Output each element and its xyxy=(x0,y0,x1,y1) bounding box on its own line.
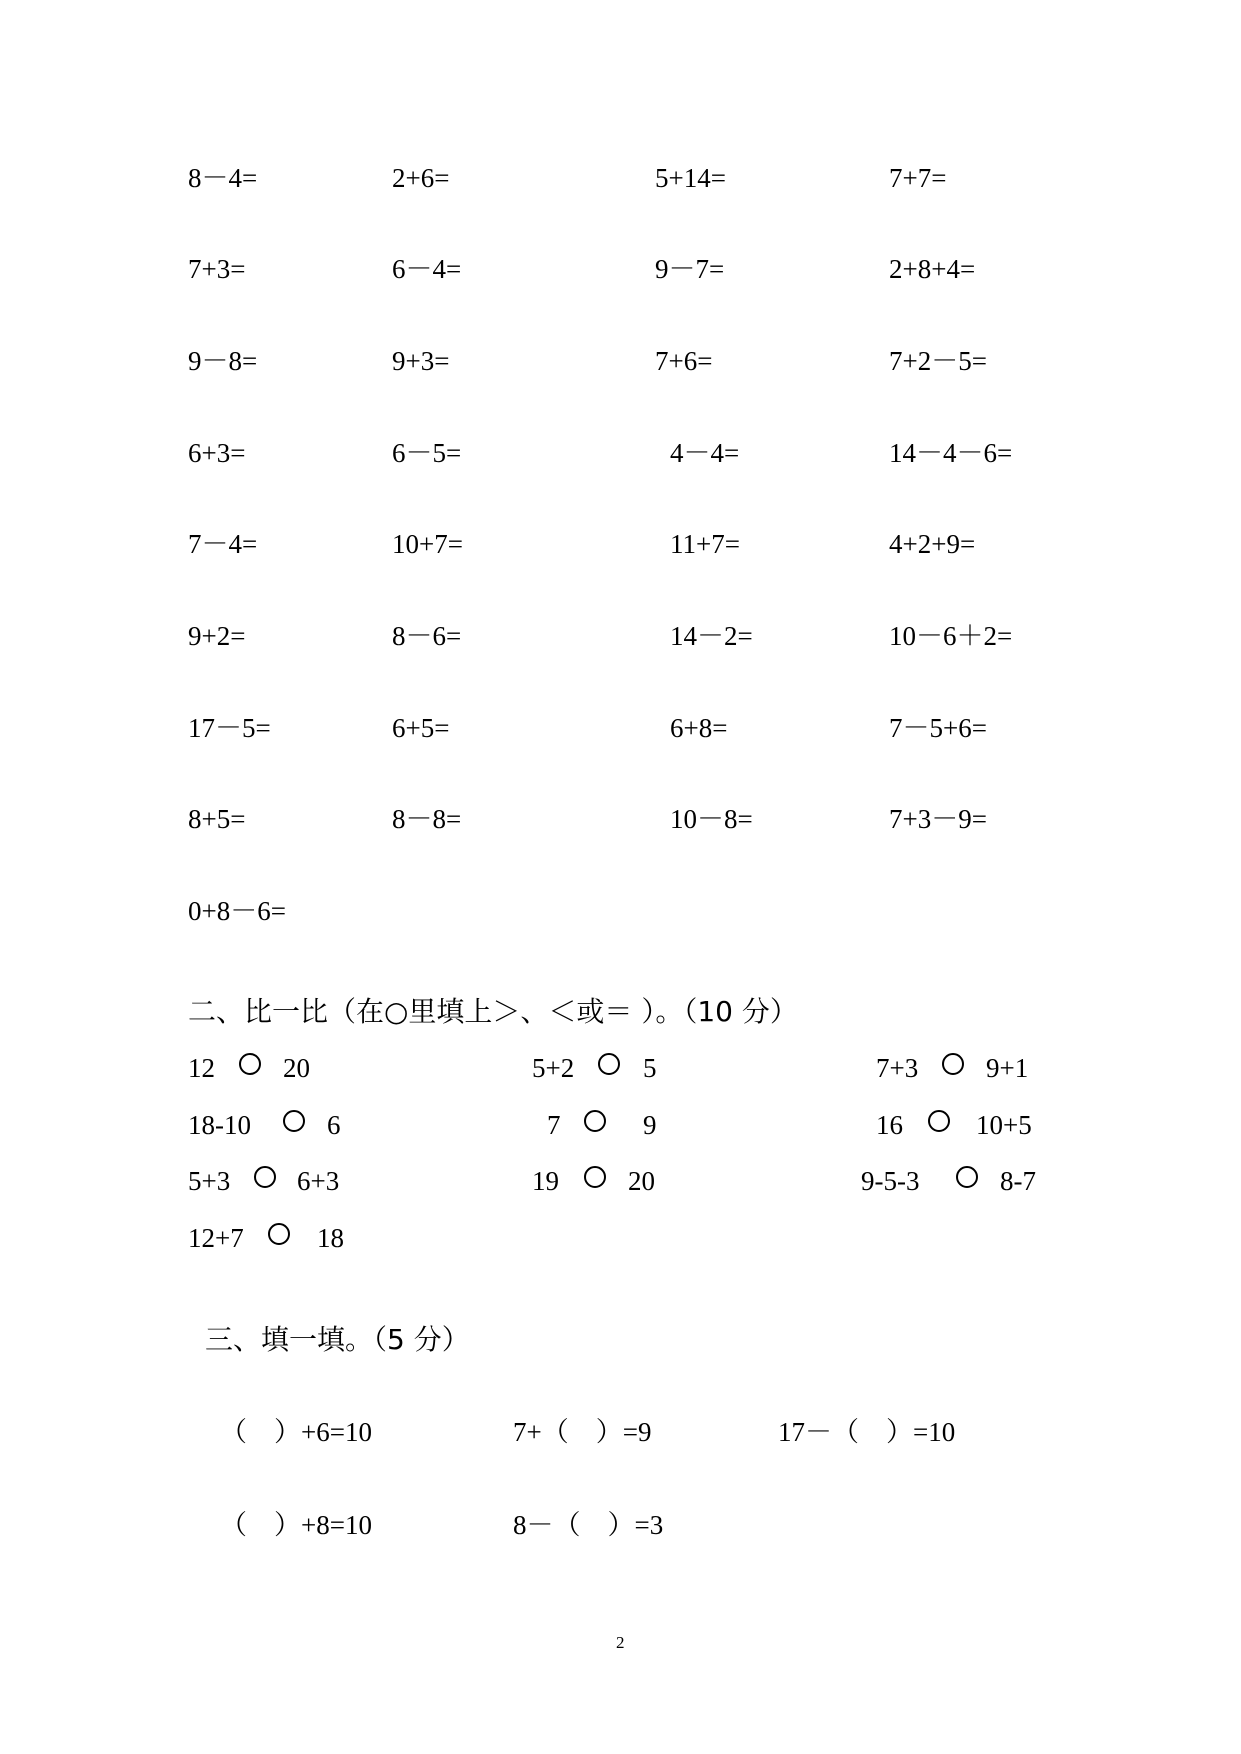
arithmetic-problem: 6+8= xyxy=(670,713,728,743)
compare-circle[interactable] xyxy=(956,1166,978,1188)
compare-circle[interactable] xyxy=(584,1166,606,1188)
compare-right: 20 xyxy=(628,1166,655,1196)
arithmetic-problem: 10+7= xyxy=(392,529,463,559)
compare-circle[interactable] xyxy=(598,1053,620,1075)
compare-left: 7 xyxy=(547,1110,561,1140)
compare-right: 9 xyxy=(643,1110,657,1140)
section-heading: 三、填一填。（5 分） xyxy=(205,1323,470,1356)
compare-circle[interactable] xyxy=(254,1166,276,1188)
arithmetic-problem: 6－4= xyxy=(392,254,462,284)
arithmetic-problem: 4－4= xyxy=(670,438,740,468)
arithmetic-problem: 8－4= xyxy=(188,163,258,193)
fill-in-problem[interactable]: 7+（ ）=9 xyxy=(513,1417,652,1447)
compare-circle[interactable] xyxy=(584,1110,606,1132)
fill-in-problem[interactable]: 8－（ ）=3 xyxy=(513,1510,664,1540)
arithmetic-problem: 5+14= xyxy=(655,163,726,193)
compare-left: 7+3 xyxy=(876,1053,919,1083)
arithmetic-problem: 17－5= xyxy=(188,713,271,743)
arithmetic-problem: 8－8= xyxy=(392,804,462,834)
arithmetic-problem: 7+3= xyxy=(188,254,246,284)
arithmetic-problem: 7－5+6= xyxy=(889,713,987,743)
arithmetic-problem: 2+8+4= xyxy=(889,254,976,284)
compare-left: 18-10 xyxy=(188,1110,251,1140)
compare-right: 20 xyxy=(283,1053,310,1083)
arithmetic-problem: 7+2－5= xyxy=(889,346,987,376)
arithmetic-problem: 4+2+9= xyxy=(889,529,976,559)
section-heading: 二、比一比（在○里填上＞、＜或＝ ）。（10 分） xyxy=(188,995,798,1028)
arithmetic-problem: 11+7= xyxy=(670,529,740,559)
compare-left: 12+7 xyxy=(188,1223,244,1253)
arithmetic-problem: 7+7= xyxy=(889,163,947,193)
arithmetic-problem: 7+6= xyxy=(655,346,713,376)
arithmetic-problem: 9－7= xyxy=(655,254,725,284)
fill-in-problem[interactable]: 17－（ ）=10 xyxy=(778,1417,956,1447)
compare-circle[interactable] xyxy=(239,1053,261,1075)
compare-circle[interactable] xyxy=(268,1223,290,1245)
arithmetic-problem: 14－4－6= xyxy=(889,438,1013,468)
compare-circle[interactable] xyxy=(283,1110,305,1132)
compare-right: 6+3 xyxy=(297,1166,340,1196)
arithmetic-problem: 9+2= xyxy=(188,621,246,651)
compare-right: 18 xyxy=(317,1223,344,1253)
compare-left: 5+2 xyxy=(532,1053,575,1083)
arithmetic-problem: 6+3= xyxy=(188,438,246,468)
compare-left: 12 xyxy=(188,1053,215,1083)
fill-in-problem[interactable]: （ ）+6=10 xyxy=(220,1417,372,1447)
compare-left: 16 xyxy=(876,1110,903,1140)
arithmetic-problem: 2+6= xyxy=(392,163,450,193)
page-number: 2 xyxy=(616,1633,625,1652)
arithmetic-problem: 7+3－9= xyxy=(889,804,987,834)
compare-right: 10+5 xyxy=(976,1110,1032,1140)
compare-right: 6 xyxy=(327,1110,341,1140)
fill-in-problem[interactable]: （ ）+8=10 xyxy=(220,1510,372,1540)
compare-left: 9-5-3 xyxy=(861,1166,920,1196)
compare-left: 19 xyxy=(532,1166,559,1196)
compare-right: 8-7 xyxy=(1000,1166,1036,1196)
arithmetic-problem: 10－8= xyxy=(670,804,753,834)
arithmetic-problem: 0+8－6= xyxy=(188,896,286,926)
compare-circle[interactable] xyxy=(942,1053,964,1075)
arithmetic-problem: 8+5= xyxy=(188,804,246,834)
compare-right: 5 xyxy=(643,1053,657,1083)
compare-left: 5+3 xyxy=(188,1166,231,1196)
arithmetic-problem: 7－4= xyxy=(188,529,258,559)
compare-right: 9+1 xyxy=(986,1053,1029,1083)
arithmetic-problem: 10－6＋2= xyxy=(889,621,1013,651)
arithmetic-problem: 9+3= xyxy=(392,346,450,376)
arithmetic-problem: 14－2= xyxy=(670,621,753,651)
arithmetic-problem: 9－8= xyxy=(188,346,258,376)
arithmetic-problem: 8－6= xyxy=(392,621,462,651)
arithmetic-problem: 6－5= xyxy=(392,438,462,468)
arithmetic-problem: 6+5= xyxy=(392,713,450,743)
compare-circle[interactable] xyxy=(928,1110,950,1132)
